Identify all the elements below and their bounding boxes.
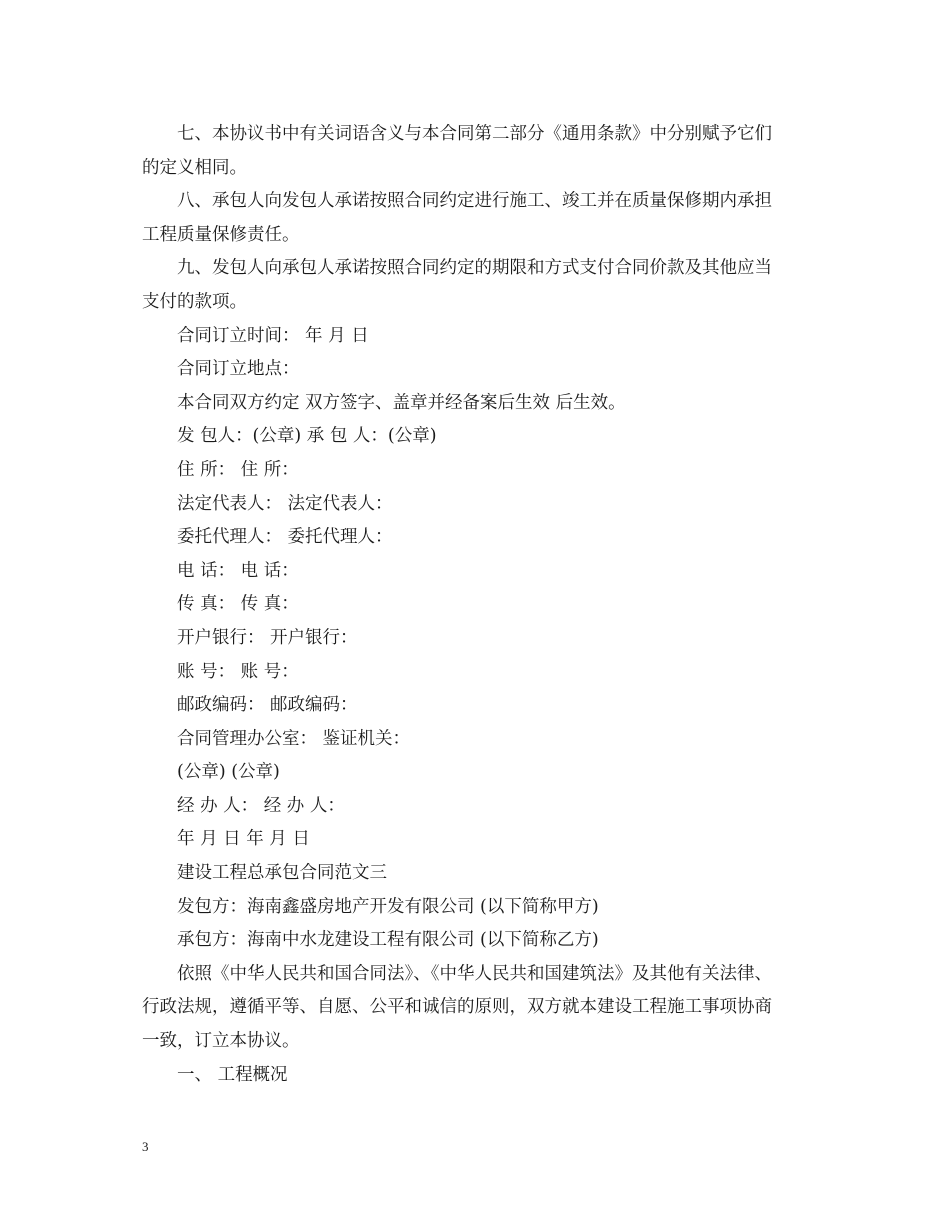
clause-9-line-1: 九、发包人向承包人承诺按照合同约定的期限和方式支付合同价款及其他应当: [177, 258, 772, 279]
bank-line: 开户银行： 开户银行：: [177, 627, 358, 648]
legal-basis-line-1: 依照《中华人民共和国合同法》、《中华人民共和国建筑法》及其他有关法律、: [177, 963, 772, 984]
section-title: 建设工程总承包合同范文三: [177, 863, 387, 884]
contract-office-line: 合同管理办公室： 鉴证机关：: [177, 728, 411, 749]
employer-line: 发包方：海南鑫盛房地产开发有限公司 (以下简称甲方): [177, 896, 599, 917]
contractor-line: 承包方：海南中水龙建设工程有限公司 (以下简称乙方): [177, 930, 599, 951]
page-number: 3: [142, 1139, 149, 1154]
date-line: 年 月 日 年 月 日: [177, 829, 310, 850]
legal-basis-line-2: 行政法规，遵循平等、自愿、公平和诚信的原则，双方就本建设工程施工事项协商: [142, 997, 772, 1018]
clause-8-line-1: 八、承包人向发包人承诺按照合同约定进行施工、竣工并在质量保修期内承担: [177, 191, 772, 212]
fax-line: 传 真： 传 真：: [177, 594, 299, 615]
legal-basis-line-3: 一致，订立本协议。: [142, 1031, 300, 1052]
clause-7-line-2: 的定义相同。: [142, 157, 247, 178]
address-line: 住 所： 住 所：: [177, 459, 299, 480]
parties-seal-line: 发 包人：(公章) 承 包 人：(公章): [177, 426, 437, 447]
project-overview-heading: 一、 工程概况: [177, 1064, 288, 1085]
signing-place-line: 合同订立地点：: [177, 359, 300, 380]
handler-line: 经 办 人： 经 办 人：: [177, 795, 345, 816]
clause-9-line-2: 支付的款项。: [142, 291, 247, 312]
authorized-agent-line: 委托代理人： 委托代理人：: [177, 527, 393, 548]
official-seal-line: (公章) (公章): [177, 762, 280, 783]
legal-representative-line: 法定代表人： 法定代表人：: [177, 493, 393, 514]
account-line: 账 号： 账 号：: [177, 661, 299, 682]
document-body: [142, 118, 814, 1092]
phone-line: 电 话： 电 话：: [177, 560, 299, 581]
clause-7-line-1: 七、本协议书中有关词语含义与本合同第二部分《通用条款》中分别赋予它们: [177, 124, 772, 144]
clause-8-line-2: 工程质量保修责任。: [142, 224, 300, 245]
effective-terms-line: 本合同双方约定 双方签字、盖章并经备案后生效 后生效。: [177, 392, 626, 413]
postal-code-line: 邮政编码： 邮政编码：: [177, 695, 358, 716]
signing-date-line: 合同订立时间： 年 月 日: [177, 325, 369, 346]
